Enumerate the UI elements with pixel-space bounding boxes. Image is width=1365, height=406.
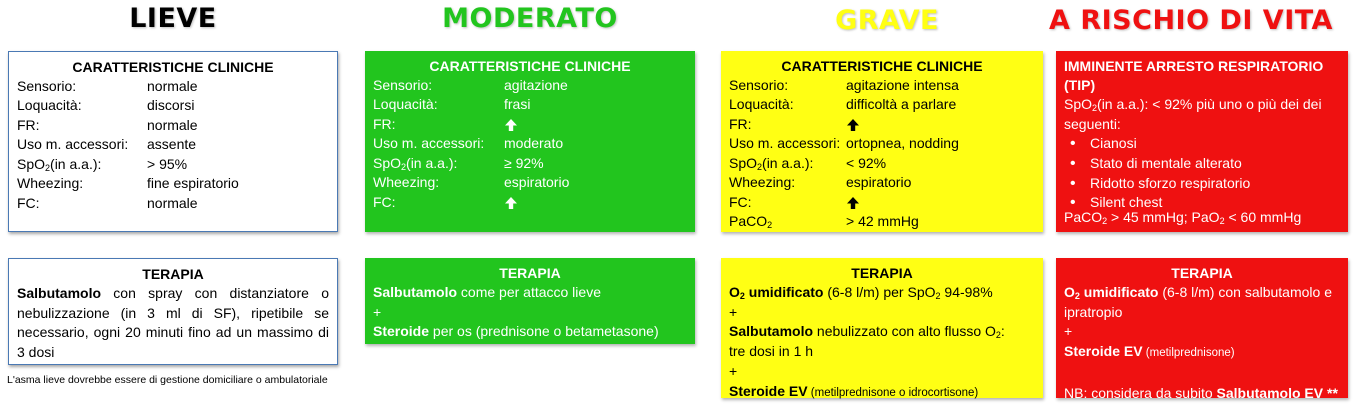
clinical-row (373, 174, 687, 194)
therapy-line: + (729, 362, 738, 379)
row-value (504, 193, 687, 213)
column-title-rischio: A RISCHIO DI VITA (1049, 5, 1333, 36)
therapy-line: Steroide per os (prednisone o betametasone) (373, 323, 659, 340)
row-value: ≥ 92% (504, 154, 544, 171)
therapy-line: + (729, 303, 738, 320)
clinical-title: CARATTERISTICHE CLINICHE (429, 58, 631, 74)
row-value: fine espiratorio (147, 175, 239, 192)
therapy-text (373, 283, 687, 342)
row-label: Uso m. accessori: (729, 135, 841, 152)
row-label: Uso m. accessori: (17, 136, 129, 153)
clinical-title: IMMINENTE ARRESTO RESPIRATORIO (TIP) (1064, 58, 1324, 93)
row-label: SpO$_2$(in a.a.): (17, 155, 102, 173)
row-label: Loquacità: (729, 96, 794, 113)
clinical-row (729, 213, 1035, 233)
therapy-title: TERAPIA (1171, 265, 1233, 281)
arrow-up-icon (846, 196, 860, 210)
therapy-line: + (1064, 323, 1073, 340)
therapy-title: TERAPIA (851, 265, 913, 281)
therapy-box-moderato (365, 258, 695, 344)
row-label: Sensorio: (17, 77, 77, 94)
clinical-rows (373, 76, 687, 213)
list-item: • Silent chest (1070, 194, 1163, 212)
therapy-box-rischio (1056, 258, 1348, 401)
row-value: espiratorio (504, 174, 570, 191)
row-label: SpO$_2$(in a.a.): (373, 154, 458, 172)
list-item: • Stato di mentale alterato (1070, 155, 1242, 172)
row-value: agitazione intensa (846, 76, 959, 93)
therapy-line: $O_2$ umidificato (6-8 l/m) con salbutamolo e (1064, 284, 1332, 301)
clinical-row (373, 154, 687, 174)
row-label: FR: (729, 115, 752, 132)
row-label: PaCO$_2$ (729, 213, 773, 231)
row-value: normale (147, 77, 198, 94)
clinical-row (373, 135, 687, 155)
row-value: ortopnea, nodding (846, 135, 959, 152)
clinical-row (373, 96, 687, 116)
clinical-box-grave (721, 51, 1043, 232)
therapy-line: Steroide EV (metilprednisone) (1064, 343, 1235, 360)
clinical-row (729, 76, 1035, 96)
clinical-row (729, 115, 1035, 135)
therapy-line: Salbutamolo come per attacco lieve (373, 284, 601, 300)
clinical-row (17, 175, 329, 195)
clinical-title: CARATTERISTICHE CLINICHE (781, 58, 983, 74)
clinical-row (17, 77, 329, 97)
bullet-icon: • (1070, 194, 1076, 212)
clinical-rows (729, 76, 1035, 232)
therapy-line (1064, 364, 1340, 384)
bullet-icon: • (1070, 174, 1076, 192)
clinical-row (729, 174, 1035, 194)
list-item: • Cianosi (1070, 135, 1137, 153)
row-label: FC: (17, 194, 40, 211)
row-label: FR: (17, 116, 40, 133)
row-value: < 92% (846, 154, 887, 171)
spo2-intro: SpO$_2$(in a.a.): < 92% più uno o più dei dei seguenti: (1064, 96, 1322, 132)
therapy-line: + (373, 303, 382, 320)
blood-gas-criteria: PaCO$_2$ > 45 mmHg; PaO$_2$ < 60 mmHg (1064, 209, 1302, 227)
therapy-box-grave (721, 258, 1043, 398)
row-value: > 42 mmHg (846, 213, 919, 230)
therapy-line: tre dosi in 1 h (729, 343, 814, 360)
clinical-box-moderato (365, 51, 695, 232)
list-item: • Ridotto sforzo respiratorio (1070, 174, 1251, 192)
row-value: > 95% (147, 155, 188, 172)
therapy-text (729, 283, 1035, 403)
row-value: assente (147, 136, 197, 153)
clinical-row (729, 154, 1035, 174)
row-value: moderato (504, 135, 564, 152)
clinical-box-rischio (1056, 51, 1348, 232)
row-label: FC: (729, 193, 752, 210)
arrow-up-icon (504, 196, 518, 210)
row-value: normale (147, 116, 198, 133)
row-label: Loquacità: (373, 96, 438, 113)
row-label: Wheezing: (17, 175, 84, 192)
clinical-row (373, 115, 687, 135)
column-title-moderato: MODERATO (442, 3, 618, 34)
danger-signs-list (1070, 134, 1340, 212)
row-label: Sensorio: (729, 76, 789, 93)
clinical-row (729, 135, 1035, 155)
therapy-line: ipratropio (1064, 303, 1123, 320)
therapy-line: Salbutamolo nebulizzato con alto flusso $O_2$: (729, 323, 1005, 341)
row-label: Wheezing: (729, 174, 796, 191)
clinical-row (373, 193, 687, 213)
clinical-title: CARATTERISTICHE CLINICHE (72, 59, 274, 75)
row-value: difficoltà a parlare (846, 96, 957, 113)
clinical-row (729, 193, 1035, 213)
row-label: Uso m. accessori: (373, 135, 485, 152)
row-label: Wheezing: (373, 174, 440, 191)
clinical-box-lieve (8, 51, 338, 232)
arrow-up-icon (846, 118, 860, 132)
row-value (504, 115, 687, 135)
clinical-row (17, 97, 329, 117)
row-label: Sensorio: (373, 76, 433, 93)
clinical-row (17, 136, 329, 156)
column-title-lieve: LIEVE (129, 3, 217, 34)
row-label: FR: (373, 115, 396, 132)
bullet-icon: • (1070, 135, 1076, 153)
clinical-row (17, 194, 329, 214)
row-value: agitazione (504, 76, 568, 93)
therapy-line: Steroide EV (metilprednisone o idrocortisone) (729, 382, 979, 399)
row-value: discorsi (147, 97, 195, 114)
therapy-title: TERAPIA (142, 266, 204, 282)
footnote: L'asma lieve dovrebbe essere di gestione domiciliare o ambulatoriale (7, 374, 328, 386)
bullet-icon: • (1070, 155, 1076, 172)
row-value (846, 193, 1035, 213)
therapy-line: $O_2$ umidificato (6-8 l/m) per SpO$_2$ 94-98% (729, 284, 993, 301)
row-value: frasi (504, 96, 531, 113)
row-value: espiratorio (846, 174, 912, 191)
therapy-line: NB: considera da subito Salbutamolo EV ** (1064, 384, 1338, 401)
clinical-row (17, 155, 329, 175)
clinical-row (17, 116, 329, 136)
row-label: FC: (373, 193, 396, 210)
row-label: SpO$_2$(in a.a.): (729, 154, 814, 172)
arrow-up-icon (504, 118, 518, 132)
clinical-row (729, 96, 1035, 116)
row-label: Loquacità: (17, 97, 82, 114)
clinical-row (373, 76, 687, 96)
clinical-rows (17, 77, 329, 214)
therapy-box-lieve (8, 258, 338, 365)
column-title-grave: GRAVE (835, 5, 939, 36)
therapy-title: TERAPIA (499, 265, 561, 281)
therapy-text: Salbutamolo con spray con distanziatore o nebulizzazione (in 3 ml di SF), ripetibile se necessario, ogni 20 minuti fino ad un massimo di 3 dosi (17, 285, 329, 361)
row-value: normale (147, 194, 198, 211)
therapy-text (1064, 283, 1340, 403)
row-value (846, 115, 1035, 135)
